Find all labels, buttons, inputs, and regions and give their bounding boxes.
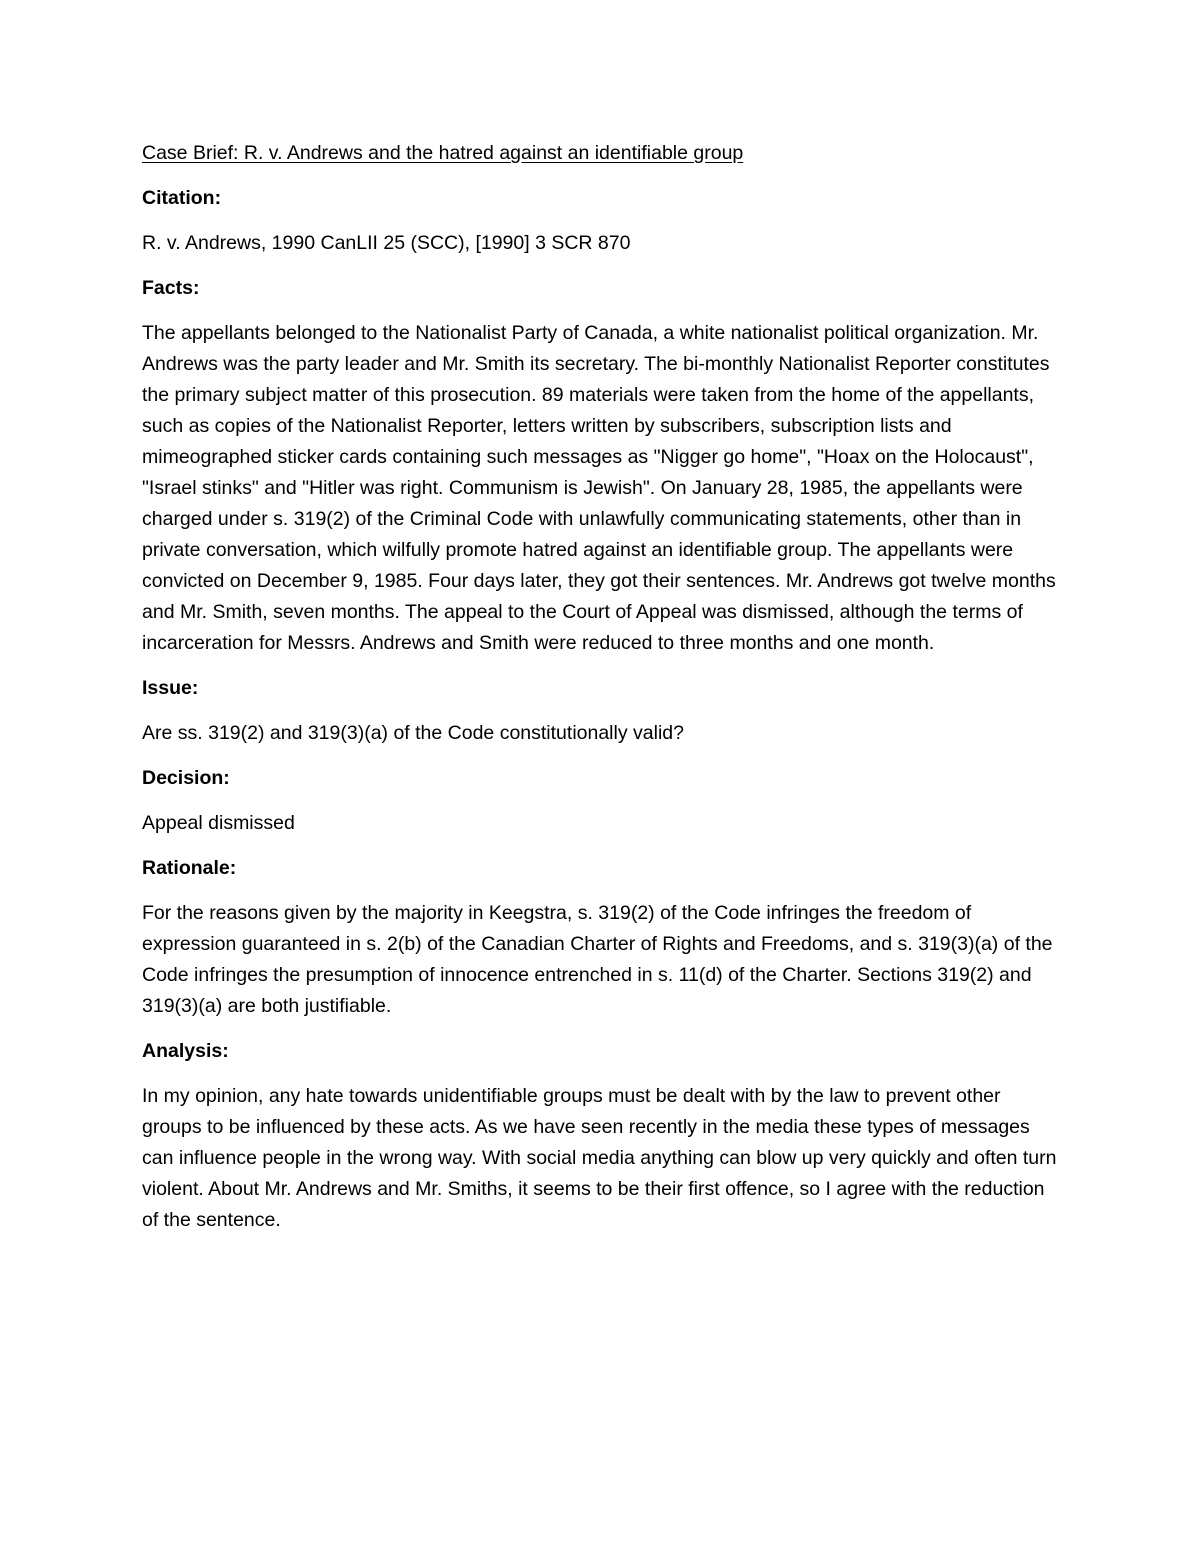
citation-text: R. v. Andrews, 1990 CanLII 25 (SCC), [1990] 3 SCR 870 (142, 232, 631, 254)
issue-text: Are ss. 319(2) and 319(3)(a) of the Code constitutionally valid? (142, 722, 684, 744)
facts-text: The appellants belonged to the Nationalist Party of Canada, a white nationalist political organization. Mr. Andrews was the party leader and Mr. Smith its secretary. The bi-monthly Nationalist Reporter constitutes the primary subject matter of this prosecution. 89 materials were taken from the home of the appellants, such as copies of the Nationalist Reporter, letters written by subscribers, subscription lists and mimeographed sticker cards containing such messages as "Nigger go home", "Hoax on the Holocaust", "Israel stinks" and "Hitler was right. Communism is Jewish". On January 28, 1985, the appellants were charged under s. 319(2) of the Criminal Code with unlawfully communicating statements, other than in private conversation, which wilfully promote hatred against an identifiable group. The appellants were convicted on December 9, 1985. Four days later, they got their sentences. Mr. Andrews got twelve months and Mr. Smith, seven months. The appeal to the Court of Appeal was dismissed, although the terms of incarceration for Messrs. Andrews and Smith were reduced to three months and one month. (142, 322, 1056, 654)
facts-heading: Facts: (142, 277, 200, 299)
citation-heading: Citation: (142, 187, 222, 209)
issue-heading: Issue: (142, 677, 199, 699)
rationale-heading: Rationale: (142, 857, 237, 879)
rationale-text: For the reasons given by the majority in Keegstra, s. 319(2) of the Code infringes the freedom of expression guaranteed in s. 2(b) of the Canadian Charter of Rights and Freedoms, and s. 319(3)(a) of the Code infringes the presumption of innocence entrenched in s. 11(d) of the Charter. Sections 319(2) and 319(3)(a) are both justifiable. (142, 902, 1053, 1017)
decision-heading: Decision: (142, 767, 230, 789)
document-page (142, 138, 1062, 1250)
analysis-heading: Analysis: (142, 1040, 229, 1062)
document-title: Case Brief: R. v. Andrews and the hatred against an identifiable group (142, 142, 744, 164)
decision-text: Appeal dismissed (142, 812, 295, 834)
analysis-text: In my opinion, any hate towards unidentifiable groups must be dealt with by the law to prevent other groups to be influenced by these acts. As we have seen recently in the media these types of messages can influence people in the wrong way. With social media anything can blow up very quickly and often turn violent. About Mr. Andrews and Mr. Smiths, it seems to be their first offence, so I agree with the reduction of the sentence. (142, 1085, 1057, 1231)
